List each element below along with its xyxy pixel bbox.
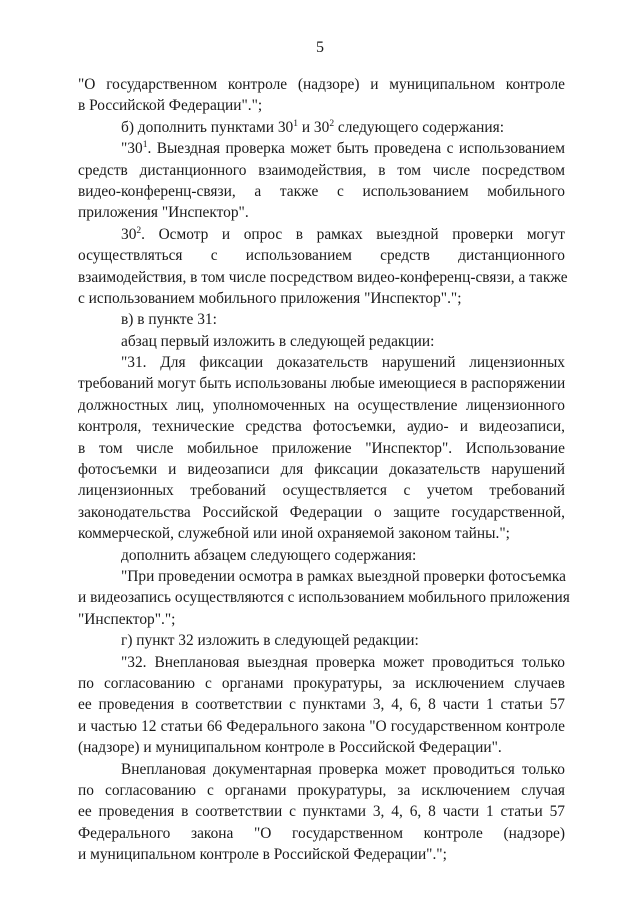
text-line: "Инспектор"."; [78,610,176,628]
document-body [78,74,570,865]
text-line: Федерального закона "О государственном контроле (надзоре) [78,824,565,842]
text-line: и видеозапись осуществляются с использованием мобильного приложения [78,589,570,607]
text-line: приложения "Инспектор". [78,204,249,222]
text-line: по согласованию с органами прокуратуры, за исключением случаев [78,674,565,692]
text-line: Внеплановая документарная проверка может проводиться только [121,760,565,778]
text-line: фотосъемки и видеозаписи для фиксации доказательств нарушений [78,461,565,479]
text-line: лицензионных требований осуществляется с учетом требований [78,482,565,500]
text-line: законодательства Российской Федерации о защите государственной, [78,503,565,521]
text-line: "При проведении осмотра в рамках выездной проверки фотосъемка [121,567,566,585]
text-line: дополнить абзацем следующего содержания: [121,546,417,564]
text-line: требований могут быть использованы любые имеющиеся в распоряжении [78,375,566,393]
text-line: (надзоре) и муниципальном контроле в Российской Федерации". [78,739,502,757]
text-line: "О государственном контроле (надзоре) и муниципальном контроле [78,76,565,93]
text-line: б) дополнить пунктами $30^1$ и $30^2$ следующего содержания: [121,117,504,136]
text-line: $30^2$. Осмотр и опрос в рамках выездной проверки могут [121,224,565,243]
text-line: по согласованию с органами прокуратуры, за исключением случая [78,781,565,799]
text-line: в) в пункте 31: [121,311,217,329]
text-line: коммерческой, служебной или иной охраняемой законом тайны."; [78,525,510,543]
text-line: в Российской Федерации"."; [78,97,263,115]
text-line: и муниципальном контроле в Российской Федерации"."; [78,846,447,864]
text-line: "$30^1$. Выездная проверка может быть проведена с использованием [121,139,565,158]
text-line: осуществляться с использованием средств дистанционного [78,247,565,265]
text-line: должностных лиц, уполномоченных на осуществление лицензионного [78,396,565,414]
text-line: ее проведения в соответствии с пунктами 3, 4, 6, 8 части 1 статьи 57 [78,803,565,821]
text-line: "31. Для фиксации доказательств нарушений лицензионных [121,354,565,372]
text-line: взаимодействия, в том числе посредством видео-конференц-связи, а также [78,268,568,286]
text-line: контроля, технические средства фотосъемки, аудио- и видеозаписи, [78,418,565,436]
text-line: ее проведения в соответствии с пунктами 3, 4, 6, 8 части 1 статьи 57 [78,696,565,714]
text-line: видео-конференц-связи, а также с использованием мобильного [78,182,565,200]
text-line: абзац первый изложить в следующей редакции: [121,332,435,350]
text-line: средств дистанционного взаимодействия, в том числе посредством [78,161,565,179]
text-line: "32. Внеплановая выездная проверка может проводиться только [121,653,565,671]
text-line: в том числе мобильное приложение "Инспектор". Использование [78,439,565,457]
text-line: и частью 12 статьи 66 Федерального закона "О государственном контроле [78,717,565,735]
text-line: г) пункт 32 изложить в следующей редакции: [121,632,419,650]
text-line: с использованием мобильного приложения "Инспектор"."; [78,289,462,307]
page-number: 5 [316,39,324,56]
